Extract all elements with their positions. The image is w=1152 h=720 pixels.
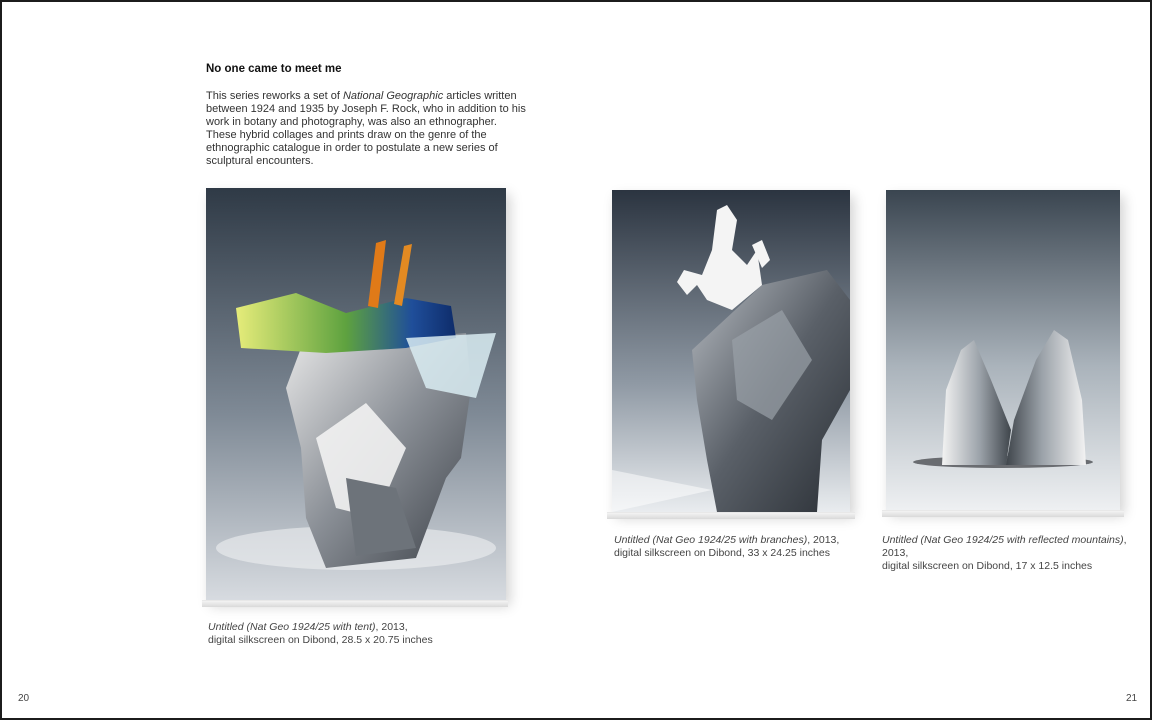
left-page-number: 20 <box>18 693 30 704</box>
caption-branches <box>614 534 874 560</box>
artwork-image-branches <box>612 190 850 512</box>
intro-text-before: This series reworks a set of <box>206 90 343 102</box>
artwork-tent-shelf <box>202 600 508 607</box>
caption-reflected-mountains <box>882 534 1144 573</box>
caption-branches-year: , 2013, <box>807 534 840 546</box>
intro-text-after: articles written between 1924 and 1935 by Joseph F. Rock, who in addition to his work in botany and photography, was also an ethnographer. These hybrid collages and prints draw on the genre of the ethnographic catalogue in order to postulate a new series of sculptural encounters. <box>206 90 526 167</box>
page-title: No one came to meet me <box>206 63 342 75</box>
caption-tent-year: , 2013, <box>375 621 408 633</box>
artwork-reflected-mountains-shelf <box>882 510 1124 517</box>
caption-branches-title: Untitled (Nat Geo 1924/25 with branches) <box>614 534 808 546</box>
caption-reflected-mountains-medium: digital silkscreen on Dibond, 17 x 12.5 inches <box>882 560 1093 572</box>
artwork-branches-collage <box>612 190 850 512</box>
caption-tent-title: Untitled (Nat Geo 1924/25 with tent) <box>208 621 376 633</box>
caption-branches-medium: digital silkscreen on Dibond, 33 x 24.25 inches <box>614 547 830 559</box>
caption-tent-medium: digital silkscreen on Dibond, 28.5 x 20.75 inches <box>208 634 433 646</box>
intro-paragraph <box>206 90 526 168</box>
artwork-image-tent <box>206 188 506 600</box>
intro-publication-name: National Geographic <box>342 90 444 102</box>
artwork-image-reflected-mountains <box>886 190 1120 510</box>
artwork-reflected-mountains-collage <box>886 190 1120 510</box>
right-page-number: 21 <box>1126 693 1138 704</box>
caption-tent <box>208 621 538 647</box>
caption-reflected-mountains-title: Untitled (Nat Geo 1924/25 with reflected mountains) <box>882 534 1124 546</box>
caption-reflected-mountains-year: , 2013, <box>882 534 1127 559</box>
artwork-branches-shelf <box>607 512 855 519</box>
artwork-tent-collage <box>206 188 506 600</box>
